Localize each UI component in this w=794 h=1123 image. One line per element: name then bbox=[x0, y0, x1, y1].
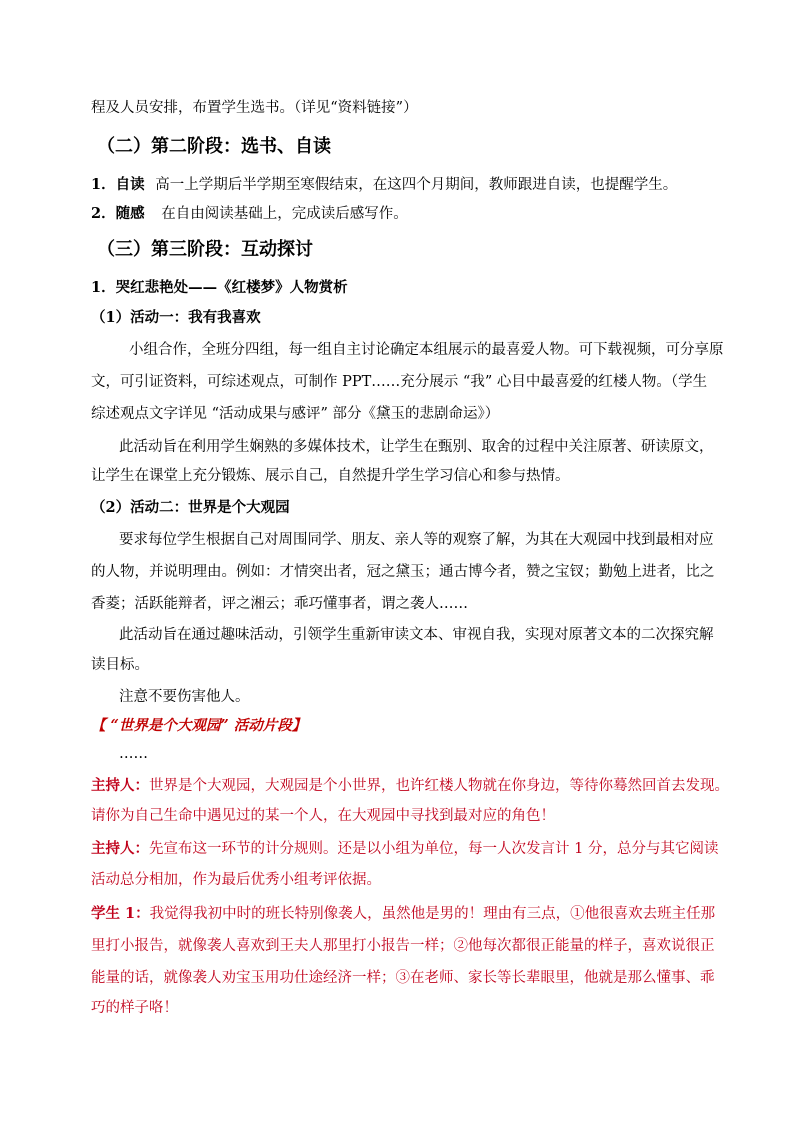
speaker-label: 学生 1： bbox=[91, 905, 150, 922]
activity-heading-1: （1）活动一：我有我喜欢 bbox=[91, 309, 261, 326]
text-line: 要求每位学生根据自己对周围同学、朋友、亲人等的观察了解，为其在大观园中找到最相对应 bbox=[119, 532, 714, 548]
text-line: 让学生在课堂上充分锻炼、展示自己，自然提升学生学习信心和参与热情。 bbox=[91, 468, 570, 484]
text-line: 综述观点文字详见 “活动成果与感评” 部分《黛玉的悲剧命运》） bbox=[91, 406, 500, 422]
dialogue-student-1 bbox=[91, 904, 715, 924]
section-heading-stage3: （三）第三阶段：互动探讨 bbox=[97, 239, 313, 260]
text-line: 请你为自己生命中遇见过的某一个人，在大观园中寻找到最对应的角色！ bbox=[91, 808, 555, 824]
list-item-self-reading bbox=[91, 175, 677, 195]
text-line: 小组合作，全班分四组，每一组自主讨论确定本组展示的最喜爱人物。可下载视频，可分享原 bbox=[129, 342, 724, 358]
list-item-label: 2．随感 bbox=[91, 205, 145, 222]
text-line: 里打小报告，就像袭人喜欢到王夫人那里打小报告一样；②他每次都很正能量的样子，喜欢说很正 bbox=[91, 938, 715, 954]
text-line: 香菱；活跃能辩者，评之湘云；乖巧懂事者，谓之袭人…… bbox=[91, 596, 468, 612]
subsection-heading: 1．哭红悲艳处——《红楼梦》人物赏析 bbox=[91, 279, 348, 296]
text-line: 能量的话，就像袭人劝宝玉用功仕途经济一样；③在老师、家长等长辈眼里，他就是那么懂事、乖 bbox=[91, 970, 715, 986]
speaker-label: 主持人： bbox=[91, 840, 149, 857]
text-line: 活动总分相加，作为最后优秀小组考评依据。 bbox=[91, 872, 381, 888]
section-heading-stage2: （二）第二阶段：选书、自读 bbox=[97, 136, 331, 157]
text-line: 巧的样子咯！ bbox=[91, 1000, 178, 1016]
text-line: 注意不要伤害他人。 bbox=[119, 689, 250, 705]
text-line: 此活动旨在通过趣味活动，引领学生重新审读文本、审视自我，实现对原著文本的二次探究解 bbox=[119, 627, 714, 643]
dialogue-host-1 bbox=[91, 776, 729, 796]
text-line: 文，可引证资料，可综述观点，可制作 PPT……充分展示 “我” 心目中最喜爱的红楼人物。（学生 bbox=[91, 374, 708, 390]
text-line: 此活动旨在利用学生娴熟的多媒体技术，让学生在甄别、取舍的过程中关注原著、研读原文， bbox=[119, 439, 714, 455]
dialogue-text: 世界是个大观园，大观园是个小世界，也许红楼人物就在你身边，等待你蓦然回首去发现。 bbox=[149, 778, 729, 794]
speaker-label: 主持人： bbox=[91, 777, 149, 794]
dialogue-text: 先宣布这一环节的计分规则。还是以小组为单位，每一人次发言计 1 分，总分与其它阅读 bbox=[149, 841, 719, 857]
text-line: 的人物，并说明理由。例如：才情突出者，冠之黛玉；通古博今者，赞之宝钗；勤勉上进者，比之 bbox=[91, 564, 715, 580]
list-item-text: 在自由阅读基础上，完成读后感写作。 bbox=[161, 206, 408, 222]
clip-title: 【 “世界是个大观园” 活动片段】 bbox=[91, 717, 307, 734]
text-line: 程及人员安排，布置学生选书。（详见“资料链接”） bbox=[91, 100, 418, 116]
list-item-label: 1．自读 bbox=[91, 176, 145, 193]
dialogue-host-2 bbox=[91, 839, 718, 859]
list-item-reflection bbox=[91, 204, 408, 224]
activity-heading-2: （2）活动二：世界是个大观园 bbox=[91, 499, 290, 516]
dialogue-text: 我觉得我初中时的班长特别像袭人，虽然他是男的！理由有三点，①他很喜欢去班主任那 bbox=[149, 906, 716, 922]
list-item-text: 高一上学期后半学期至寒假结束，在这四个月期间，教师跟进自读，也提醒学生。 bbox=[155, 177, 678, 193]
text-line: 读目标。 bbox=[91, 657, 149, 673]
ellipsis: …… bbox=[119, 746, 148, 762]
